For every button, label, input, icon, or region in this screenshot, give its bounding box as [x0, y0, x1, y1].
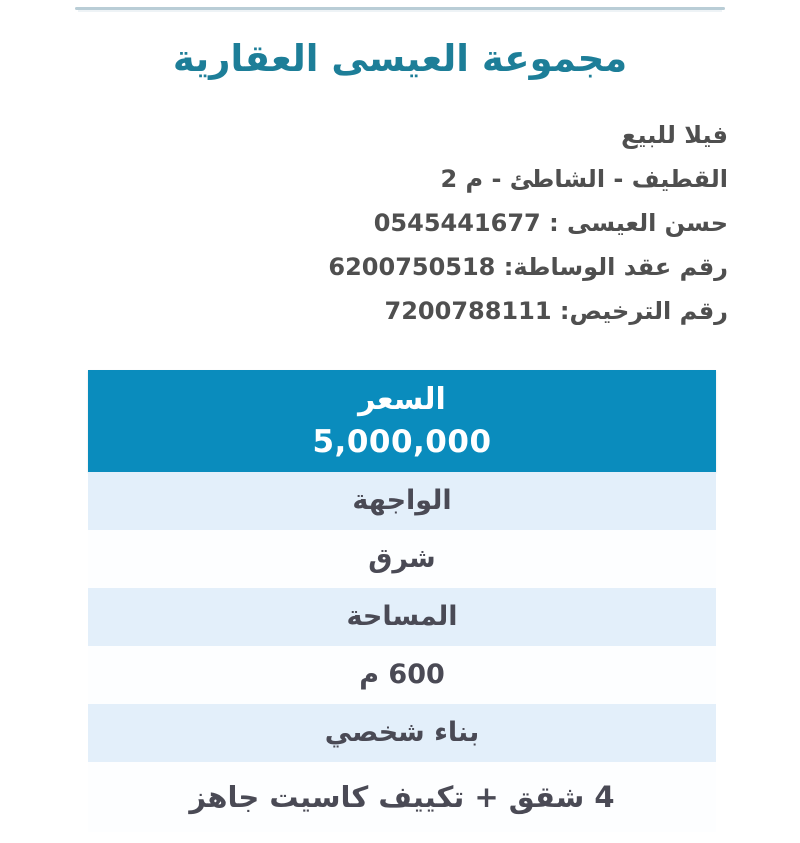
table-row: المساحة [88, 588, 716, 646]
table-row: الواجهة [88, 472, 716, 530]
price-value: 5,000,000 [312, 424, 492, 460]
table-row: بناء شخصي [88, 704, 716, 762]
location-line: القطيف - الشاطئ - م 2 [440, 165, 728, 193]
agent-contact-line: حسن العيسى : 0545441677 [373, 209, 728, 237]
page-title: مجموعة العيسى العقارية [172, 37, 628, 80]
listing-info-block [68, 113, 728, 333]
table-row: 600 م [88, 646, 716, 704]
price-banner [88, 370, 716, 472]
specification-table [88, 370, 716, 832]
table-row: شرق [88, 530, 716, 588]
table-row: 4 شقق + تكييف كاسيت جاهز [88, 762, 716, 832]
brokerage-contract-line: رقم عقد الوساطة: 6200750518 [328, 253, 728, 281]
price-label: السعر [358, 382, 446, 417]
top-divider-rule-shadow [78, 10, 722, 12]
property-type-line: فيلا للبيع [621, 121, 728, 149]
license-number-line: رقم الترخيص: 7200788111 [384, 297, 728, 325]
